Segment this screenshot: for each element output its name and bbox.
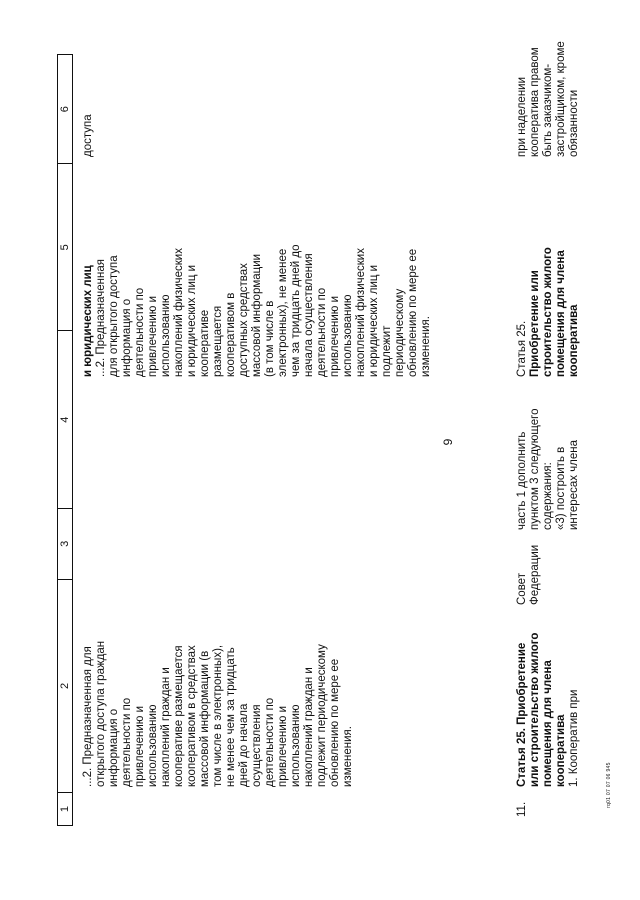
col-header-5: 5 (58, 163, 72, 330)
row-11-col2-text: 1. Кооператив при (568, 689, 580, 787)
row-11-col2-title: Статья 25. Приобретение или строительство жилого помещения для члена кооператива (516, 632, 567, 787)
column-header-row (57, 54, 73, 826)
row-11-number: 11. (516, 801, 528, 817)
continued-col6-text: доступа (82, 114, 94, 157)
continued-col2-text: ...2. Предназначенная для открытого доступа граждан информация о деятельности по привлечению и использованию накоплений граждан и кооперативе размещается кооперативом в средствах массовой информации (в том числе в электронных), не менее чем за тридцать дней до начала осуществления деятельности по привлечению и использованию накоплений граждан и подлежит периодическому обновлению по мере ее изменения. (82, 640, 354, 787)
row-11-col3-text: Совет Федерации (516, 544, 541, 605)
continued-col5-bold: и юридических лиц (82, 265, 94, 377)
row-11-col5-first: Статья 25. (516, 320, 528, 377)
continued-col5-text: ...2. Предназначенная для открытого доступа информация о деятельности по привлечению и использованию накоплений физических и юридических лиц и кооперативе размещается кооперативом в доступных средствах массовой информации (в том числе в электронных), не менее чем за тридцать дней до начала осуществления деятельности по привлечению и использованию накоплений физических и юридических лиц и подлежит периодическому обновлению по мере ее изменения. (95, 244, 432, 377)
col-header-6: 6 (59, 106, 71, 113)
col-header-2: 2 (58, 579, 72, 793)
footer-code: rq01 07 07 06 945 (606, 762, 612, 808)
row-11-col5-title: Приобретение или строительство жилого помещения для члена кооператива (529, 247, 580, 377)
row-11-col6-text: при наделении кооператива правом быть заказчиком- застройщиком, кроме обязанности (516, 41, 580, 157)
page-number: 9 (441, 438, 455, 446)
col-header-4: 4 (58, 330, 72, 508)
row-11-col4-text: часть 1 дополнить пунктом 3 следующего содержания: «3) построить в интересах члена (516, 408, 580, 530)
col-header-1: 1 (58, 792, 72, 825)
col-header-3: 3 (58, 508, 72, 579)
